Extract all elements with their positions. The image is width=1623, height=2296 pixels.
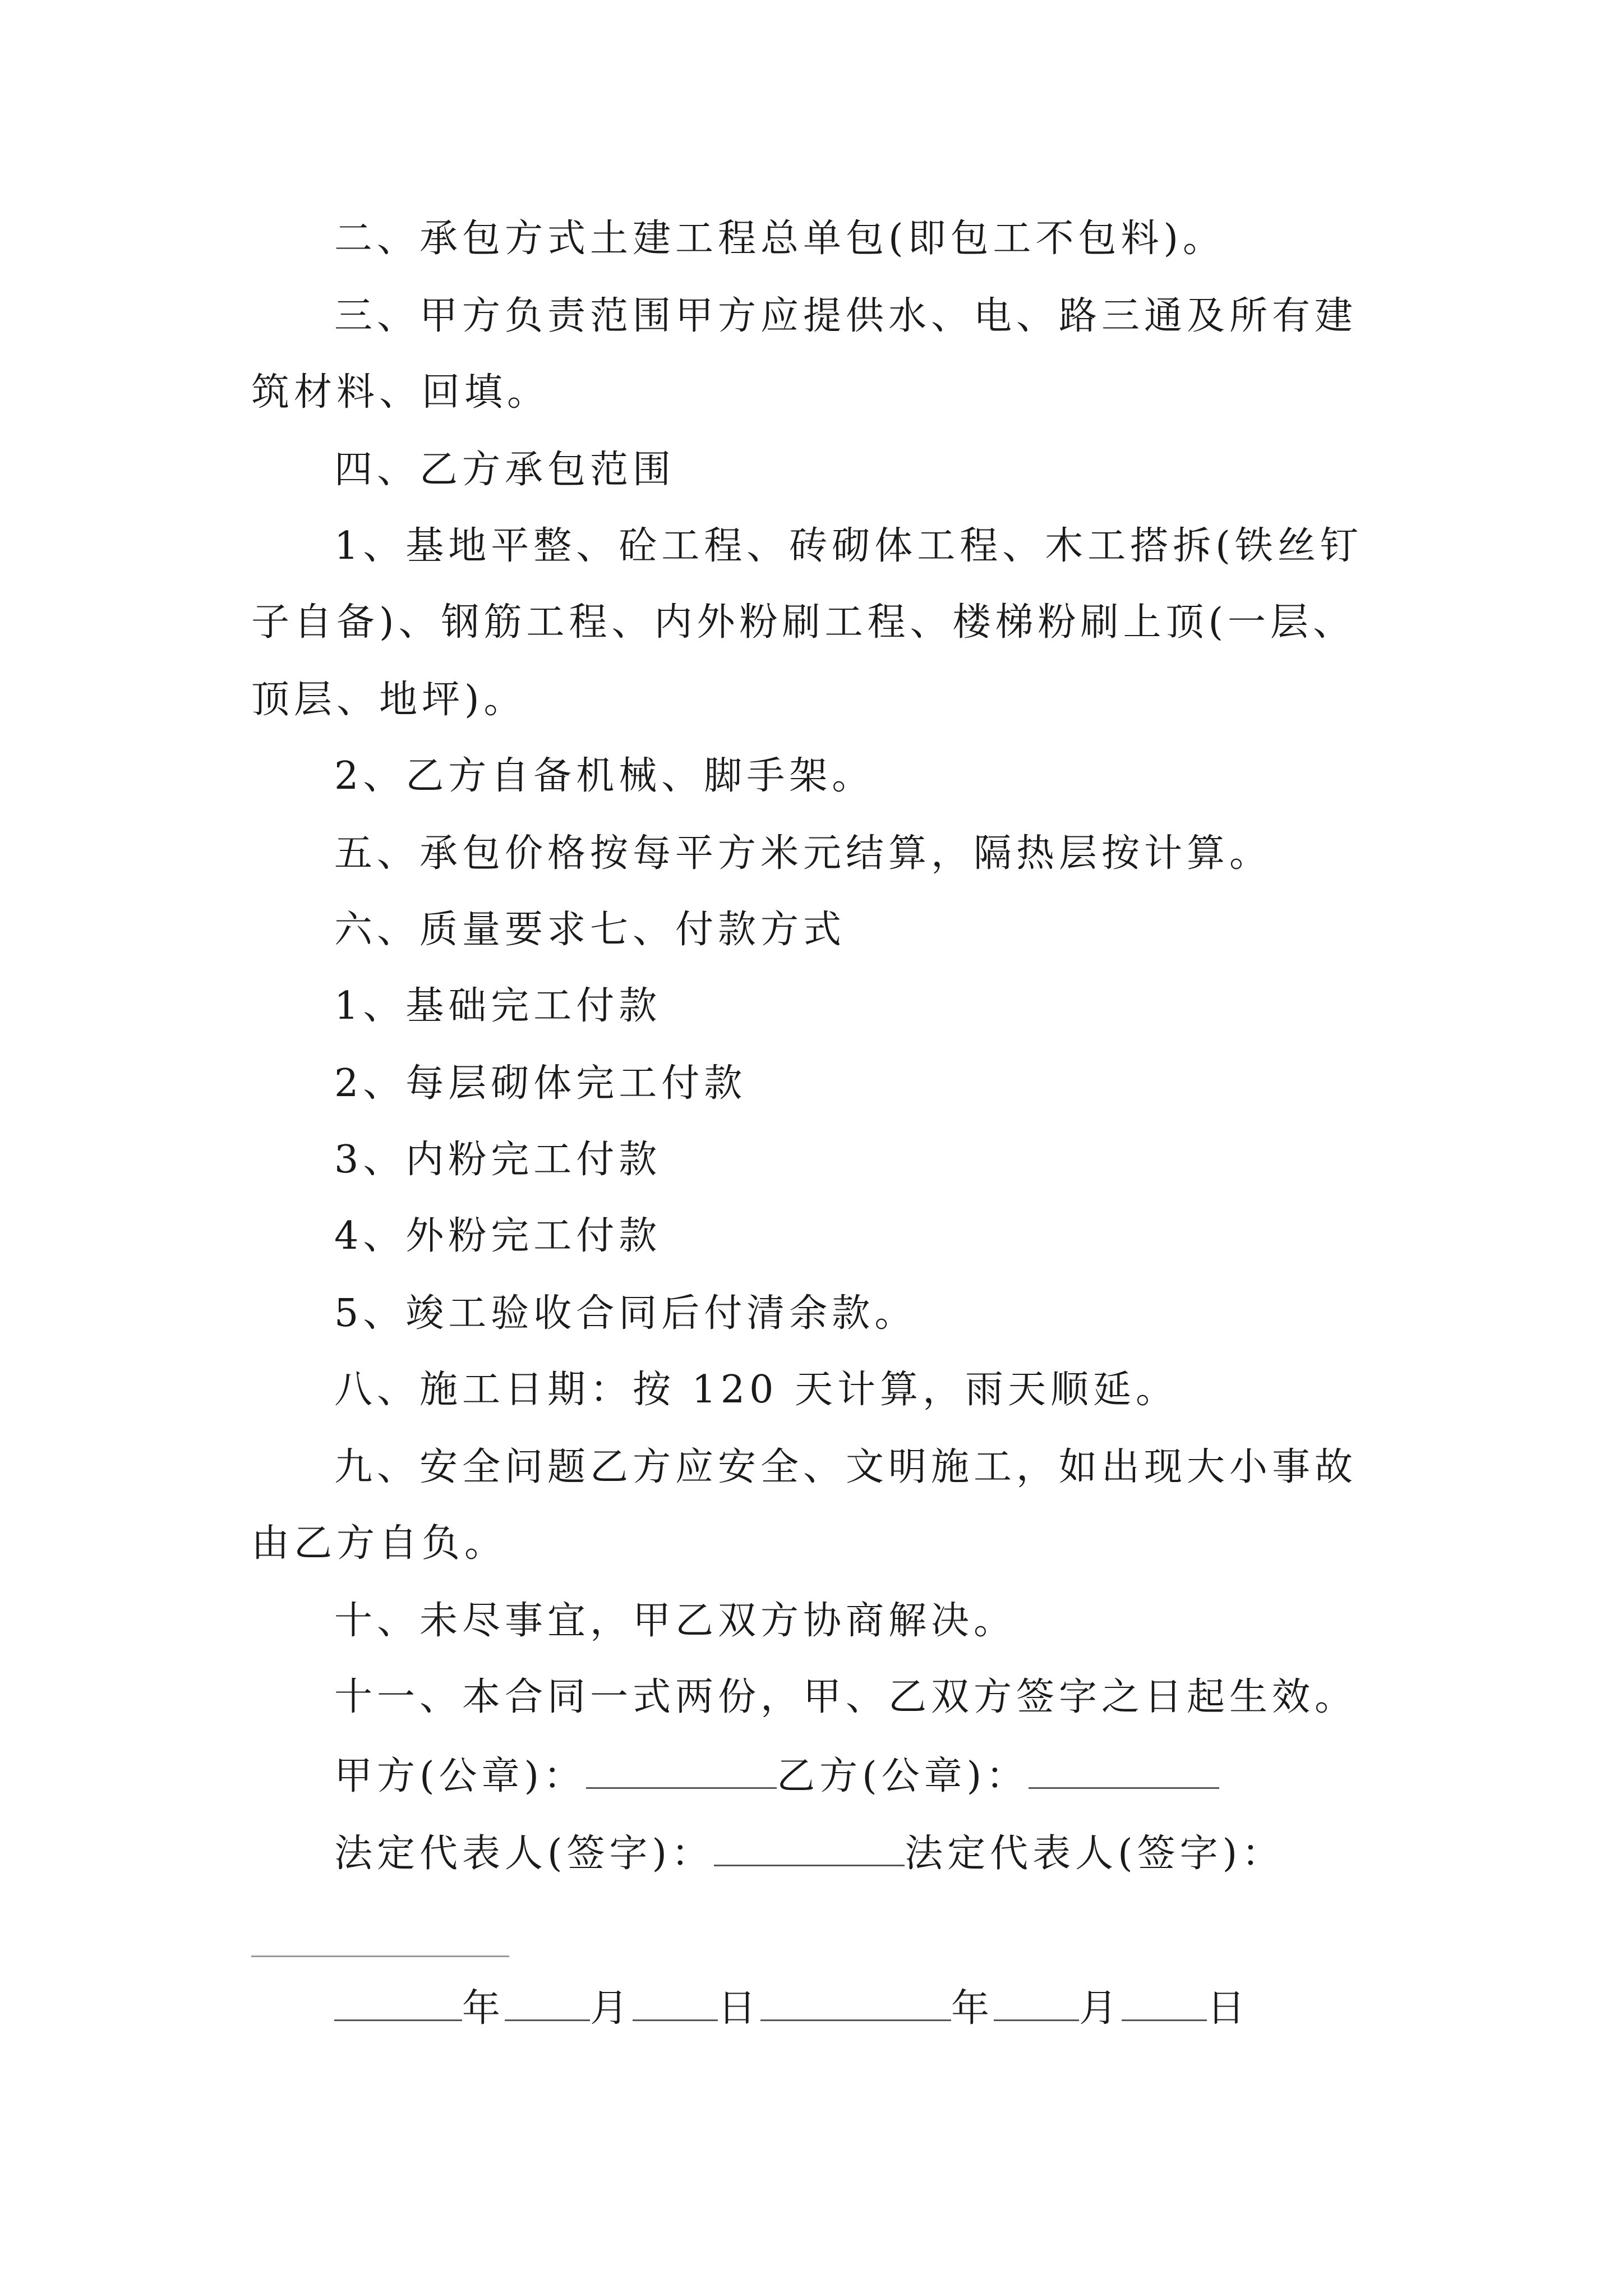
party-b-year-blank[interactable] bbox=[760, 1987, 951, 2021]
rep-b-signature-blank[interactable] bbox=[251, 1955, 509, 1957]
clause-4-item-1-line-2: 子自备)、钢筋工程、内外粉刷工程、楼梯粉刷上顶(一层、 bbox=[251, 600, 1356, 645]
party-a-year-label: 年 bbox=[462, 1986, 505, 2031]
payment-item-1: 1、基础完工付款 bbox=[334, 984, 662, 1028]
clause-4-item-1-line-3: 顶层、地坪)。 bbox=[251, 678, 527, 722]
clause-9-line-1: 九、安全问题乙方应安全、文明施工，如出现大小事故 bbox=[334, 1445, 1358, 1489]
clause-6-7: 六、质量要求七、付款方式 bbox=[334, 908, 846, 952]
payment-item-2: 2、每层砌体完工付款 bbox=[334, 1061, 747, 1106]
clause-8: 八、施工日期：按 120 天计算，雨天顺延。 bbox=[334, 1368, 1179, 1412]
clause-5: 五、承包价格按每平方米元结算，隔热层按计算。 bbox=[334, 831, 1272, 876]
party-a-day-blank[interactable] bbox=[633, 1987, 718, 2021]
clause-3-line-1: 三、甲方负责范围甲方应提供水、电、路三通及所有建 bbox=[334, 294, 1358, 338]
clause-11: 十一、本合同一式两份，甲、乙双方签字之日起生效。 bbox=[334, 1675, 1358, 1719]
clause-3-line-2: 筑材料、回填。 bbox=[251, 370, 550, 415]
party-b-month-label: 月 bbox=[1079, 1986, 1122, 2031]
party-b-month-blank[interactable] bbox=[994, 1987, 1079, 2021]
seal-line bbox=[334, 1755, 1219, 1796]
party-a-month-blank[interactable] bbox=[505, 1987, 590, 2021]
party-b-day-label: 日 bbox=[1207, 1986, 1250, 2031]
clause-4-item-1-line-1: 1、基地平整、砼工程、砖砌体工程、木工搭拆(铁丝钉 bbox=[334, 524, 1363, 568]
party-b-day-blank[interactable] bbox=[1122, 1987, 1207, 2021]
payment-item-3: 3、内粉完工付款 bbox=[334, 1138, 662, 1182]
party-a-seal-blank[interactable] bbox=[586, 1755, 777, 1789]
clause-4: 四、乙方承包范围 bbox=[334, 448, 676, 492]
party-b-year-label: 年 bbox=[951, 1986, 994, 2031]
date-line bbox=[334, 1986, 1250, 2031]
party-a-month-label: 月 bbox=[590, 1986, 633, 2031]
signature-line bbox=[334, 1832, 1285, 1876]
clause-4-item-2: 2、乙方自备机械、脚手架。 bbox=[334, 754, 875, 798]
payment-item-5: 5、竣工验收合同后付清余款。 bbox=[334, 1291, 917, 1336]
payment-item-4: 4、外粉完工付款 bbox=[334, 1214, 662, 1258]
party-a-year-blank[interactable] bbox=[334, 1987, 462, 2021]
clause-2: 二、承包方式土建工程总单包(即包工不包料)。 bbox=[334, 217, 1226, 261]
party-a-day-label: 日 bbox=[718, 1986, 761, 2031]
party-a-seal-label: 甲方(公章)： bbox=[334, 1754, 587, 1798]
party-b-seal-label: 乙方(公章)： bbox=[777, 1754, 1029, 1798]
rep-a-label: 法定代表人(签字)： bbox=[334, 1832, 714, 1876]
clause-9-line-2: 由乙方自负。 bbox=[251, 1521, 508, 1566]
rep-b-label: 法定代表人(签字)： bbox=[905, 1832, 1285, 1876]
rep-a-blank[interactable] bbox=[714, 1832, 905, 1866]
clause-10: 十、未尽事宜，甲乙双方协商解决。 bbox=[334, 1599, 1017, 1643]
party-b-seal-blank[interactable] bbox=[1029, 1755, 1219, 1789]
